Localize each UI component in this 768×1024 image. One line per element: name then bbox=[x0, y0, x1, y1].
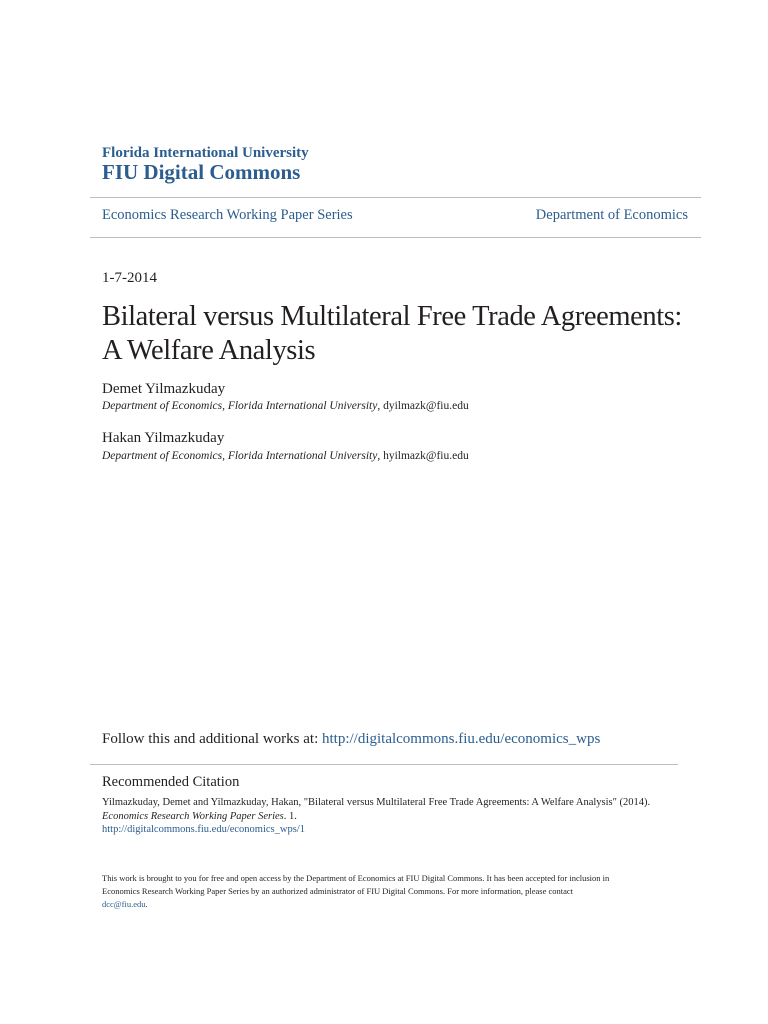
contact-email-link[interactable]: dcc@fiu.edu bbox=[102, 899, 146, 909]
affiliation-text: Department of Economics, Florida International University bbox=[102, 450, 378, 462]
author-email: hyilmazk@fiu.edu bbox=[383, 450, 469, 462]
follow-label: Follow this and additional works at: bbox=[102, 731, 319, 747]
author-affiliation: Department of Economics, Florida International University, dyilmazk@fiu.edu bbox=[102, 400, 469, 412]
notice-suffix: . bbox=[145, 899, 148, 909]
citation-link[interactable]: http://digitalcommons.fiu.edu/economics_wps/1 bbox=[102, 824, 305, 835]
paper-title-line: Bilateral versus Multilateral Free Trade Agreements: bbox=[102, 301, 682, 332]
citation-series-number: . 1. bbox=[283, 810, 297, 822]
citation-series-name: Economics Research Working Paper Series bbox=[102, 810, 284, 822]
author-name: Demet Yilmazkuday bbox=[102, 381, 226, 397]
repository-link[interactable]: FIU Digital Commons bbox=[102, 160, 301, 184]
citation-heading: Recommended Citation bbox=[102, 774, 240, 790]
citation-block bbox=[102, 796, 682, 837]
series-link[interactable]: Economics Research Working Paper Series bbox=[102, 207, 353, 223]
author-name: Hakan Yilmazkuday bbox=[102, 430, 225, 446]
divider bbox=[90, 197, 701, 198]
divider bbox=[90, 237, 701, 238]
citation-text: Yilmazkuday, Demet and Yilmazkuday, Hakan, "Bilateral versus Multilateral Free Trade Agreements: A Welfare Analysis" (2014). bbox=[102, 797, 651, 808]
divider bbox=[90, 764, 678, 765]
follow-line bbox=[102, 731, 600, 748]
paper-title-line: A Welfare Analysis bbox=[102, 335, 316, 366]
publication-date: 1-7-2014 bbox=[102, 270, 157, 286]
paper-title bbox=[102, 300, 722, 368]
author-affiliation: Department of Economics, Florida International University, hyilmazk@fiu.edu bbox=[102, 450, 469, 462]
author-email: dyilmazk@fiu.edu bbox=[383, 400, 469, 412]
notice-line: This work is brought to you for free and open access by the Department of Economics at FIU Digital Commons. It has been accepted for inclusion in bbox=[102, 873, 610, 883]
affiliation-text: Department of Economics, Florida International University bbox=[102, 400, 378, 412]
institution-name: Florida International University bbox=[102, 145, 309, 161]
notice-line: Economics Research Working Paper Series by an authorized administrator of FIU Digital Commons. For more information, please contact bbox=[102, 886, 574, 896]
follow-link[interactable]: http://digitalcommons.fiu.edu/economics_wps bbox=[321, 731, 601, 747]
department-link[interactable]: Department of Economics bbox=[535, 207, 688, 223]
citation-series bbox=[102, 810, 682, 824]
access-notice bbox=[102, 872, 682, 911]
